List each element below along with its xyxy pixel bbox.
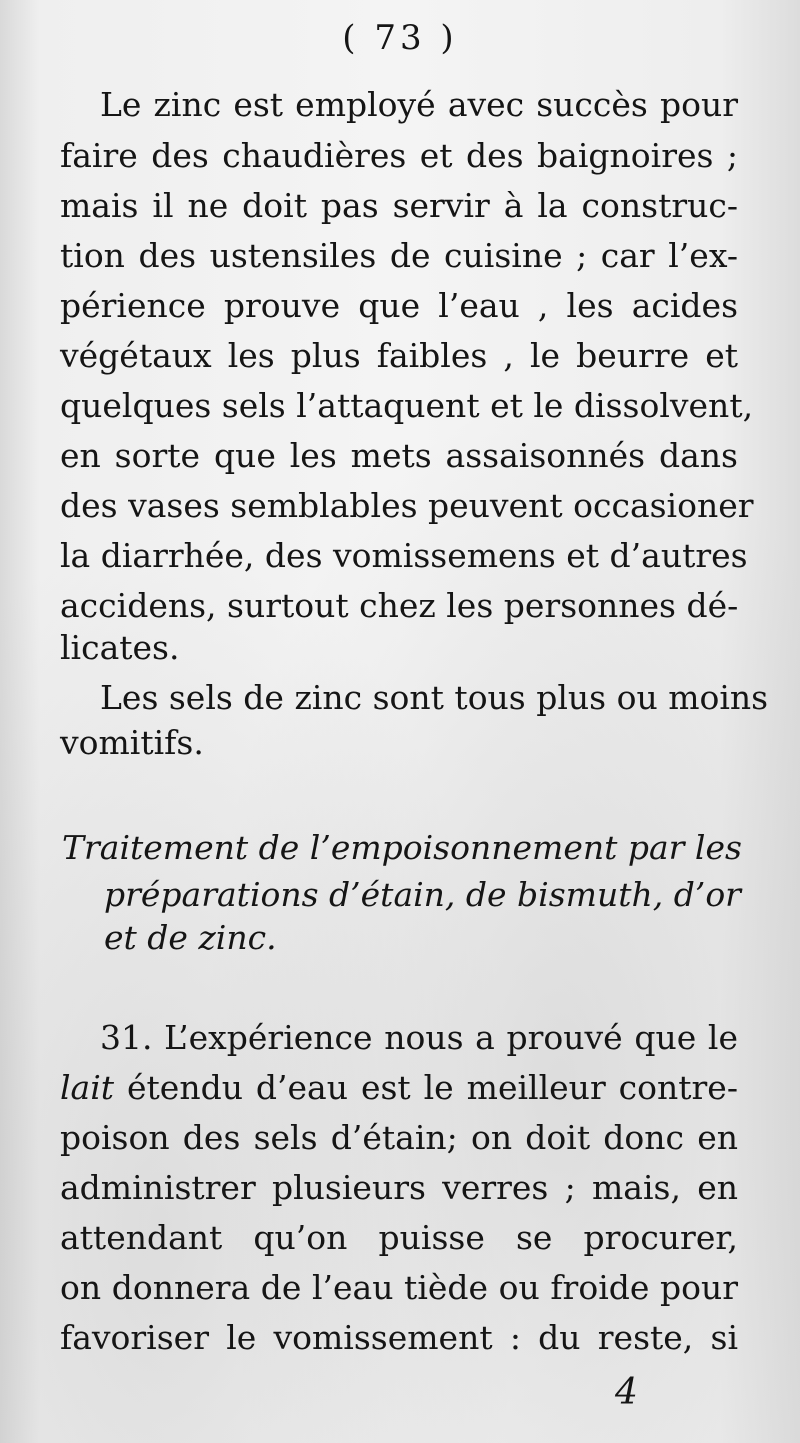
section-heading-line: préparations d’étain, de bismuth, d’or	[104, 875, 741, 914]
text-line: favoriser le vomissement : du reste, si	[60, 1318, 738, 1357]
text-line	[60, 1068, 738, 1107]
text-line: 31. L’expérience nous a prouvé que le	[100, 1018, 738, 1057]
text-line: périence prouve que l’eau , les acides	[60, 286, 738, 325]
text-line: végétaux les plus faibles , le beurre et	[60, 336, 738, 375]
text-line: quelques sels l’attaquent et le dissolvent,	[60, 386, 754, 425]
section-heading-line: et de zinc.	[104, 918, 277, 957]
text-line: mais il ne doit pas servir à la construc-	[60, 186, 738, 225]
section-heading-line: Traitement de l’empoisonnement par les	[62, 828, 742, 867]
text-line: administrer plusieurs verres ; mais, en	[60, 1168, 738, 1207]
text-line: on donnera de l’eau tiède ou froide pour	[60, 1268, 738, 1307]
page-number: ( 73 )	[342, 18, 458, 58]
text-line: faire des chaudières et des baignoires ;	[60, 136, 738, 175]
text-line: attendant qu’on puisse se procurer,	[60, 1218, 738, 1257]
text-line: accidens, surtout chez les personnes dé-	[60, 586, 739, 625]
text-span: étendu d’eau est le meilleur contre-	[114, 1068, 738, 1107]
text-line: poison des sels d’étain; on doit donc en	[60, 1118, 738, 1157]
text-line: en sorte que les mets assaisonnés dans	[60, 436, 738, 475]
text-line: la diarrhée, des vomissemens et d’autres	[60, 536, 748, 575]
text-line: tion des ustensiles de cuisine ; car l’ex-	[60, 236, 738, 275]
signature-mark: 4	[615, 1372, 638, 1413]
text-line: Les sels de zinc sont tous plus ou moins	[100, 678, 769, 717]
text-line: vomitifs.	[60, 723, 204, 762]
text-line: des vases semblables peuvent occasioner	[60, 486, 754, 525]
text-line: Le zinc est employé avec succès pour	[100, 85, 738, 124]
italic-word: lait	[60, 1068, 115, 1107]
text-line: licates.	[60, 628, 180, 667]
